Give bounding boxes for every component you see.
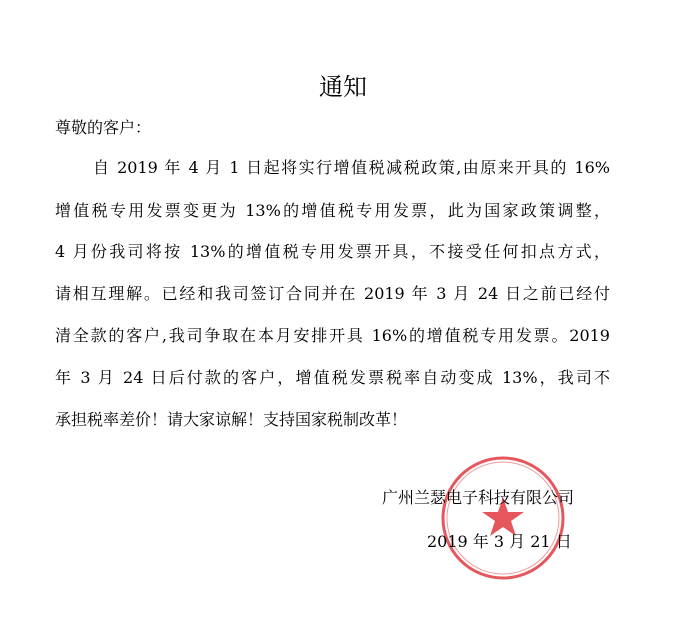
company-name: 广州兰瑟电子科技有限公司 (382, 488, 575, 507)
body-line: 清全款的客户,我司争取在本月安排开具 16%的增值税专用发票。2019 (55, 326, 610, 345)
body-line: 年 3 月 24 日后付款的客户，增值税发票税率自动变成 13%，我司不 (55, 368, 610, 387)
body-line: 请相互理解。已经和我司签订合同并在 2019 年 3 月 24 日之前已经付 (55, 284, 610, 303)
company-seal (440, 455, 566, 581)
body-line: 增值税专用发票变更为 13%的增值税专用发票，此为国家政策调整， (55, 201, 610, 220)
signature-date: 2019 年 3 月 21 日 (427, 532, 572, 551)
page-title: 通知 (319, 73, 367, 101)
body-line: 自 2019 年 4 月 1 日起将实行增值税减税政策,由原来开具的 16% (93, 158, 610, 177)
body-line: 4 月份我司将按 13%的增值税专用发票开具，不接受任何扣点方式， (55, 242, 610, 261)
greeting: 尊敬的客户： (55, 118, 152, 137)
body-line: 承担税率差价！请大家谅解！支持国家税制改革！ (55, 410, 408, 429)
